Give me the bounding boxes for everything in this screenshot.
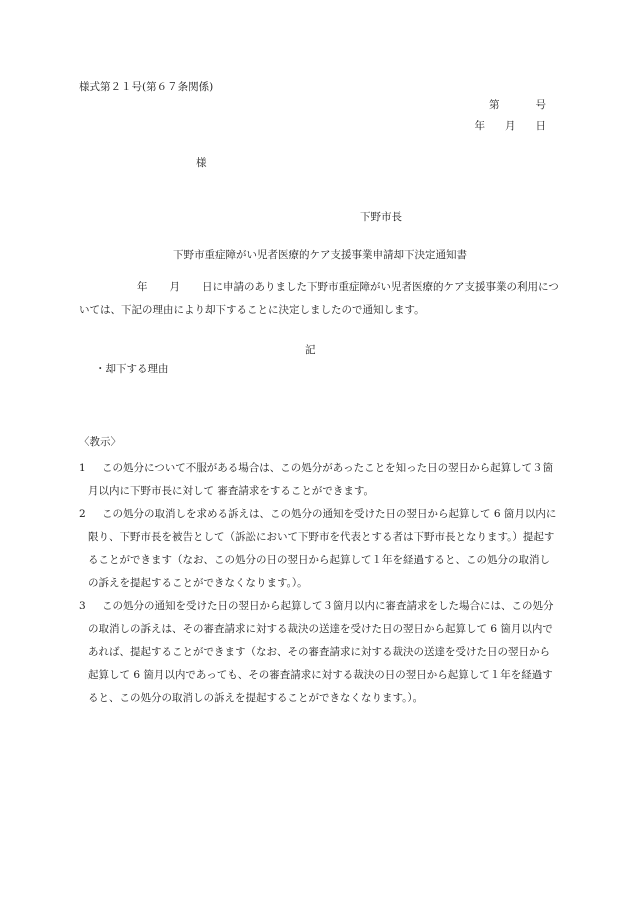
issue-date (475, 121, 547, 132)
body-paragraph (79, 276, 559, 322)
list-item (79, 595, 559, 710)
notice-list (79, 457, 559, 710)
document-title: 下野市重症障がい児者医療的ケア支援事業申請却下決定通知書 (173, 249, 467, 261)
list-item (79, 503, 559, 595)
note-text: この処分の通知を受けた日の翌日から起算して３箇月以内に審査請求をした場合には、この処分の取消しの訴えは、その審査請求に対する裁決の送達を受けた日の翌日から起算して 6 箇月以内であれば、提起することができます（なお、その審査請求に対する裁決の送達を受けた日の翌日から起算して 6 箇月以内であっても、その審査請求に対する裁決の日の翌日から起算して１年を経過すると、この処分の取消しの訴えを提起することができなくなります。）。 (88, 600, 554, 704)
ki-heading: 記 (305, 344, 316, 356)
list-item (79, 457, 559, 503)
notice-heading: 〈教示〉 (79, 436, 121, 448)
number-suffix: 号 (535, 99, 546, 111)
note-text: この処分の取消しを求める訴えは、この処分の通知を受けた日の翌日から起算して 6 箇月以内に限り、下野市長を被告として（訴訟において下野市を代表とする者は下野市長となります。）提起することができます（なお、この処分の日の翌日から起算して１年を経過すると、この処分の取消しの訴えを提起することができなくなります。）。 (88, 508, 557, 589)
body-year: 年 (137, 281, 148, 293)
note-number: 2 (79, 508, 86, 520)
issuer: 下野市長 (360, 211, 402, 223)
date-day: 日 (535, 120, 546, 132)
date-month: 月 (505, 120, 516, 132)
body-month: 月 (169, 281, 180, 293)
number-prefix: 第 (489, 99, 500, 111)
body-text: 日に申請のありました下野市重症障がい児者医療的ケア支援事業の利用については、下記の理由により却下することに決定しましたので通知します。 (79, 281, 559, 316)
document-number (489, 100, 546, 111)
form-label: 様式第２１号(第６７条関係) (79, 81, 214, 93)
note-number: 1 (79, 462, 86, 474)
reason-label: ・却下する理由 (95, 363, 169, 375)
date-year: 年 (474, 120, 485, 132)
recipient-honorific: 様 (196, 157, 207, 169)
note-number: 3 (79, 600, 86, 612)
note-text: この処分について不服がある場合は、この処分があったことを知った日の翌日から起算して３箇月以内に下野市長に対して 審査請求をすることができます。 (88, 462, 554, 497)
